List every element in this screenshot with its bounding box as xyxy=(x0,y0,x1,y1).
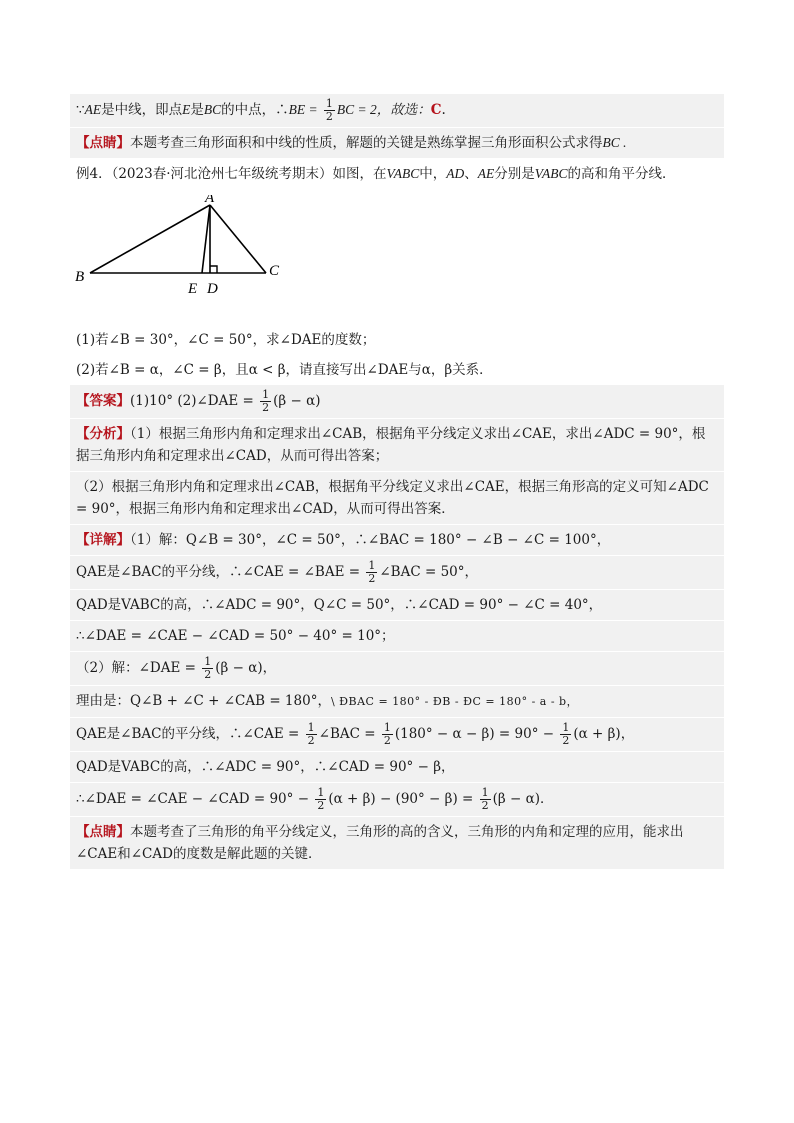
comment-tag: 【点睛】 xyxy=(76,135,130,151)
detail-line-8: QAD是VABC的高，∴∠ADC = 90°，∴∠CAD = 90° − β， xyxy=(70,752,724,782)
fraction-half: $\frac{1}{2}$ xyxy=(317,786,325,812)
question-2: (2)若∠B = α，∠C = β，且α < β，请直接写出∠DAE与α，β关系． xyxy=(76,362,493,378)
side-ac xyxy=(210,205,266,273)
right-angle-mark xyxy=(210,266,217,273)
comment-block-1: 【点睛】本题考查三角形面积和中线的性质，解题的关键是熟练掌握三角形面积公式求得BC . xyxy=(70,128,724,158)
detail-line-5: （2）解：∠DAE = $\frac{1}{2}$ (β − α)， xyxy=(70,652,724,685)
detail-line-7: QAE是∠BAC的平分线，∴∠CAE = $\frac{1}{2}$ ∠BAC = $\frac{1}{2}$ (180° − α − β) = 90° − $\frac{1}{2}$ (α + β)， xyxy=(70,718,724,751)
triangle-figure xyxy=(70,195,310,315)
question-1: (1)若∠B = 30°，∠C = 50°，求∠DAE的度数； xyxy=(76,332,376,348)
analysis-block: 【分析】（1）根据三角形内角和定理求出∠CAB，根据角平分线定义求出∠CAE，求出∠ADC = 90°，根据三角形内角和定理求出∠CAD，从而可得出答案； xyxy=(70,419,724,471)
fraction-half: $\frac{1}{2}$ xyxy=(262,388,270,414)
example-statement: 例4．（2023春·河北沧州七年级统考期末）如图，在VABC中，AD、AE分别是VABC的高和角平分线． xyxy=(76,166,676,182)
answer-tag: 【答案】 xyxy=(76,393,130,409)
label-e: E xyxy=(188,281,198,297)
detail-line-1: 【详解】（1）解：Q∠B = 30°，∠C = 50°，∴∠BAC = 180° − ∠B − ∠C = 100°， xyxy=(70,525,724,555)
comment-tag: 【点睛】 xyxy=(76,824,130,840)
answer-block: 【答案】(1)10° (2)∠DAE = $\frac{1}{2}$ (β − α) xyxy=(70,385,724,418)
detail-line-9: ∴∠DAE = ∠CAE − ∠CAD = 90° − $\frac{1}{2}$ (α + β) − (90° − β) = $\frac{1}{2}$ (β − α)． xyxy=(70,783,724,816)
label-a: A xyxy=(205,195,215,206)
label-c: C xyxy=(269,263,280,279)
detail-line-3: QAD是VABC的高，∴∠ADC = 90°，Q∠C = 50°，∴∠CAD = 90° − ∠C = 40°， xyxy=(70,590,724,620)
detail-line-6: 理由是：Q∠B + ∠C + ∠CAB = 180°，\ ÐBAC = 180° - ÐB - ÐC = 180° - a - b， xyxy=(70,686,724,717)
fraction-half: $\frac{1}{2}$ xyxy=(368,559,376,585)
bisector-ae xyxy=(202,205,210,273)
label-d: D xyxy=(207,281,218,297)
detail-line-4: ∴∠DAE = ∠CAE − ∠CAD = 50° − 40° = 10°； xyxy=(70,621,724,651)
analysis-tag: 【分析】 xyxy=(76,426,130,442)
fraction-half: $\frac{1}{2}$ xyxy=(307,721,315,747)
fraction-half: $\frac{1}{2}$ xyxy=(383,721,391,747)
fraction-half: $\frac{1}{2}$ xyxy=(325,97,333,123)
previous-solution-end: ∵AE是中线，即点E是BC的中点，∴BE = $\frac{1}{2}$ BC = 2，故选：C. xyxy=(70,94,724,127)
label-b: B xyxy=(75,269,85,285)
analysis-block-2: （2）根据三角形内角和定理求出∠CAB，根据角平分线定义求出∠CAE，根据三角形高的定义可知∠ADC = 90°，根据三角形内角和定理求出∠CAD，从而可得出答案． xyxy=(70,472,724,524)
fraction-half: $\frac{1}{2}$ xyxy=(481,786,489,812)
comment-block-2: 【点睛】本题考查了三角形的角平分线定义，三角形的高的含义，三角形的内角和定理的应用，能求出∠CAE和∠CAD的度数是解此题的关键． xyxy=(70,817,724,869)
side-ab xyxy=(90,205,210,273)
document-page xyxy=(70,94,724,870)
fraction-half: $\frac{1}{2}$ xyxy=(562,721,570,747)
detail-line-2: QAE是∠BAC的平分线，∴∠CAE = ∠BAE = $\frac{1}{2}$ ∠BAC = 50°， xyxy=(70,556,724,589)
detail-tag: 【详解】 xyxy=(76,532,130,548)
fraction-half: $\frac{1}{2}$ xyxy=(204,655,212,681)
